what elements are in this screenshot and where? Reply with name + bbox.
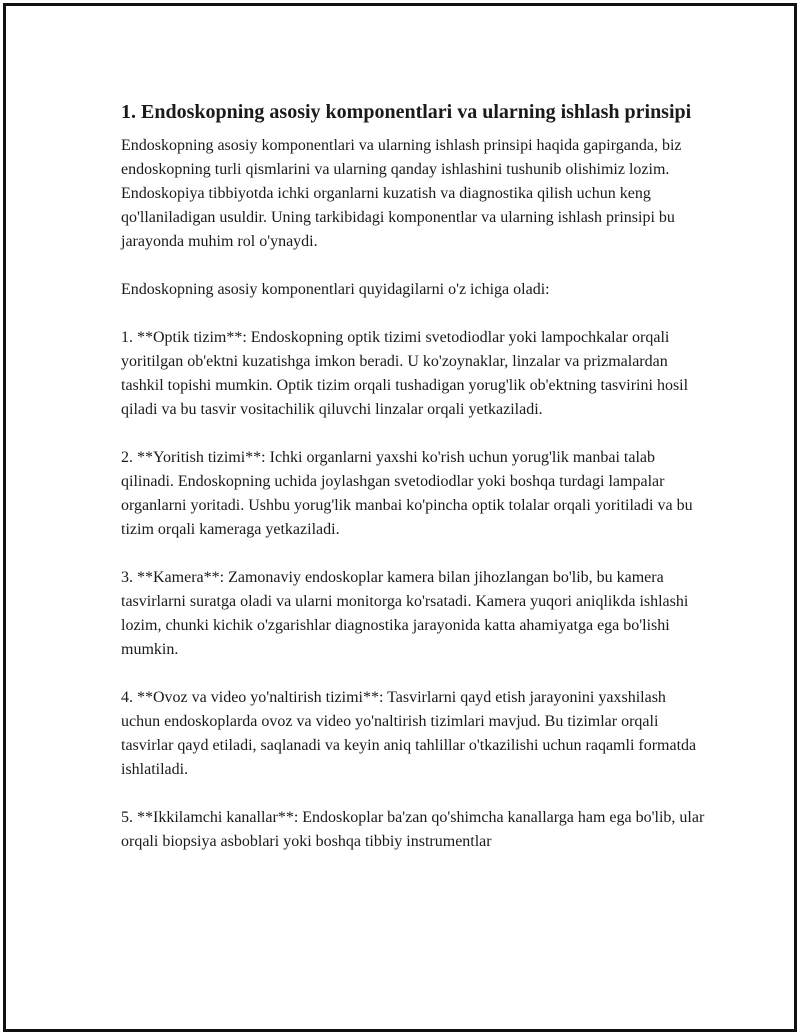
lighting-system-paragraph: 2. **Yoritish tizimi**: Ichki organlarni yaxshi ko'rish uchun yorug'lik manbai talab qilinadi. Endoskopning uchida joylashgan svetodiodlar yoki boshqa turdagi lampalar organlarni yoritadi. Ushbu yorug'lik manbai ko'pincha optik tolalar orqali yoritiladi va bu tizim orqali kameraga yetkaziladi. xyxy=(121,449,693,538)
secondary-channels-paragraph: 5. **Ikkilamchi kanallar**: Endoskoplar ba'zan qo'shimcha kanallarga ham ega bo'lib, ular orqali biopsiya asboblari yoki boshqa tibbiy instrumentlar xyxy=(121,809,705,850)
optical-system-paragraph: 1. **Optik tizim**: Endoskopning optik tizimi svetodiodlar yoki lampochkalar orqali yoritilgan ob'ektni kuzatishga imkon beradi. U ko'zoynaklar, linzalar va prizmalardan tashkil topishi mumkin. Optik tizim orqali tushadigan yorug'lik ob'ektning tasvirini hosil qiladi va bu tasvir vositachilik qiluvchi linzalar orqali yetkaziladi. xyxy=(121,329,689,418)
section-heading: 1. Endoskopning asosiy komponentlari va ularning ishlash prinsipi xyxy=(121,101,692,123)
camera-paragraph: 3. **Kamera**: Zamonaviy endoskoplar kamera bilan jihozlangan bo'lib, bu kamera tasvirlarni suratga oladi va ularni monitorga ko'rsatadi. Kamera yuqori aniqlikda ishlashi lozim, chunki kichik o'zgarishlar diagnostika jarayonida katta ahamiyatga ega bo'lishi mumkin. xyxy=(121,569,689,658)
components-lead-paragraph: Endoskopning asosiy komponentlari quyidagilarni o'z ichiga oladi: xyxy=(121,281,550,298)
audio-video-system-paragraph: 4. **Ovoz va video yo'naltirish tizimi**: Tasvirlarni qayd etish jarayonini yaxshilash uchun endoskoplarda ovoz va video yo'naltirish tizimlari mavjud. Bu tizimlar orqali tasvirlar qayd etiladi, saqlanadi va keyin aniq tahlillar o'tkazilishi uchun raqamli formatda ishlatiladi. xyxy=(121,689,697,778)
intro-paragraph: Endoskopning asosiy komponentlari va ularning ishlash prinsipi haqida gapirganda, biz endoskopning turli qismlarini va ularning qanday ishlashini tushunib olishimiz lozim. Endoskopiya tibbiyotda ichki organlarni kuzatish va diagnostika qilish uchun keng qo'llaniladigan usuldir. Uning tarkibidagi komponentlar va ularning ishlash prinsipi bu jarayonda muhim rol o'ynaydi. xyxy=(121,137,682,250)
document-page xyxy=(3,3,797,1032)
document-body xyxy=(121,98,706,878)
